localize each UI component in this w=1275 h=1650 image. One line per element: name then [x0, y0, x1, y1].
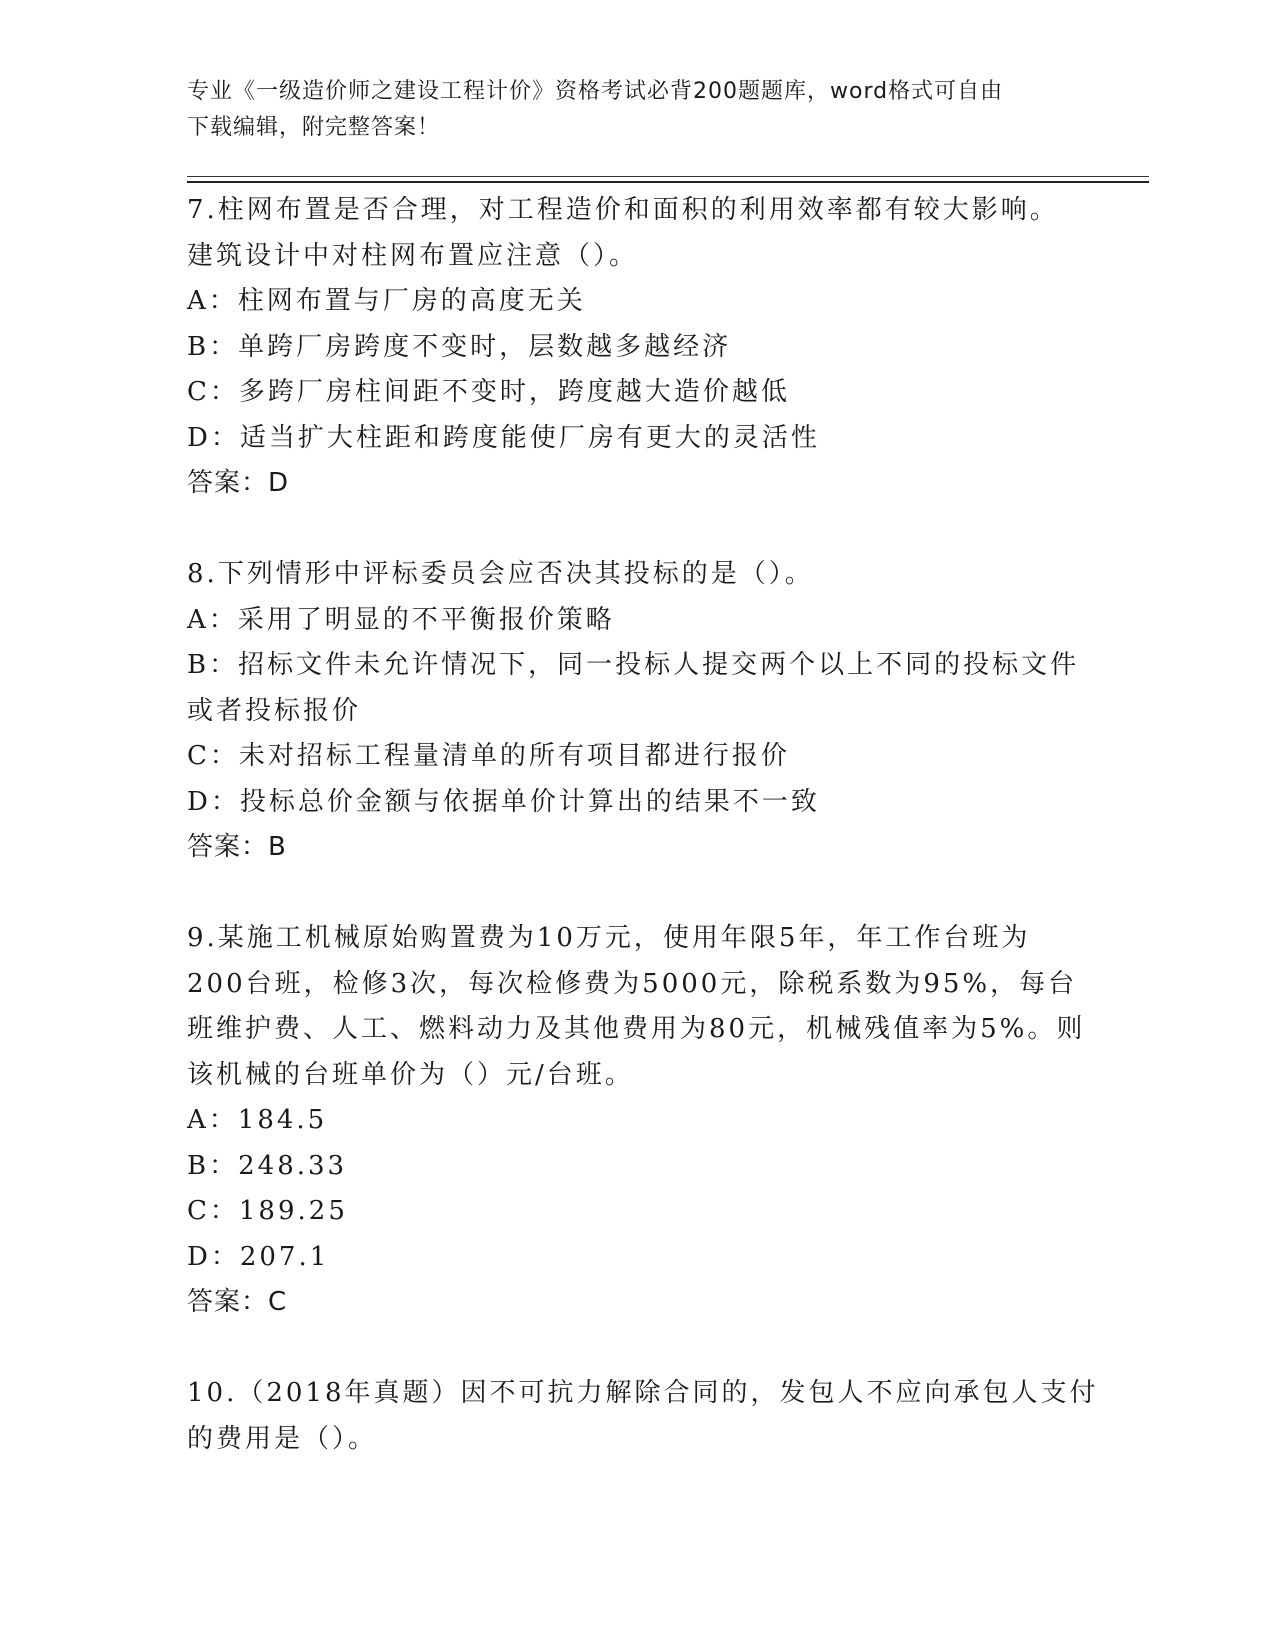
answer-option: D：投标总价金额与依据单价计算出的结果不一致 — [187, 786, 820, 817]
answer-option: 或者投标报价 — [187, 695, 362, 726]
spacer — [187, 507, 1087, 553]
answer-option: D：207.1 — [187, 1241, 330, 1272]
question-block — [187, 916, 1087, 1371]
answer-key: 答案：C — [187, 1287, 288, 1317]
question-stem: 7.柱网布置是否合理，对工程造价和面积的利用效率都有较大影响。 — [187, 195, 1059, 225]
document-header — [187, 74, 1067, 146]
question-stem: 班维护费、人工、燃料动力及其他费用为80元，机械残值率为5%。则 — [187, 1014, 1086, 1044]
question-block — [187, 188, 1087, 552]
question-stem: 10.（2018年真题）因不可抗力解除合同的，发包人不应向承包人支付 — [187, 1378, 1099, 1408]
answer-option: B：单跨厂房跨度不变时，层数越多越经济 — [187, 331, 732, 362]
header-divider-bold — [187, 181, 1149, 183]
header-line: 专业《一级造价师之建设工程计价》资格考试必背200题题库，word格式可自由 — [187, 79, 1004, 104]
header-line: 下载编辑，附完整答案！ — [187, 115, 441, 140]
header-divider — [187, 176, 1149, 177]
question-list — [187, 188, 1099, 1462]
answer-option: C：未对招标工程量清单的所有项目都进行报价 — [187, 741, 790, 771]
question-stem: 8.下列情形中评标委员会应否决其投标的是（）。 — [187, 559, 814, 589]
answer-option: A：184.5 — [187, 1105, 328, 1135]
answer-option: C：多跨厂房柱间距不变时，跨度越大造价越低 — [187, 377, 790, 407]
question-stem: 建筑设计中对柱网布置应注意（）。 — [187, 240, 639, 271]
answer-option: B：248.33 — [187, 1150, 348, 1181]
question-block — [187, 552, 1087, 916]
answer-option: A：柱网布置与厂房的高度无关 — [187, 286, 586, 316]
answer-option: A：采用了明显的不平衡报价策略 — [187, 604, 615, 635]
answer-option: B：招标文件未允许情况下，同一投标人提交两个以上不同的投标文件 — [187, 650, 1080, 680]
question-stem: 9.某施工机械原始购置费为10万元，使用年限5年，年工作台班为 — [187, 923, 1031, 953]
question-stem: 的费用是（）。 — [187, 1423, 378, 1454]
answer-option: D：适当扩大柱距和跨度能使厂房有更大的灵活性 — [187, 422, 820, 453]
answer-key: 答案：B — [187, 832, 287, 862]
spacer — [187, 871, 1087, 917]
spacer — [187, 1326, 1087, 1372]
question-stem: 该机械的台班单价为（）元/台班。 — [187, 1059, 634, 1090]
question-block — [187, 1371, 1099, 1462]
answer-key: 答案：D — [187, 468, 290, 498]
answer-option: C：189.25 — [187, 1196, 348, 1226]
question-stem: 200台班，检修3次，每次检修费为5000元，除税系数为95%，每台 — [187, 968, 1078, 999]
